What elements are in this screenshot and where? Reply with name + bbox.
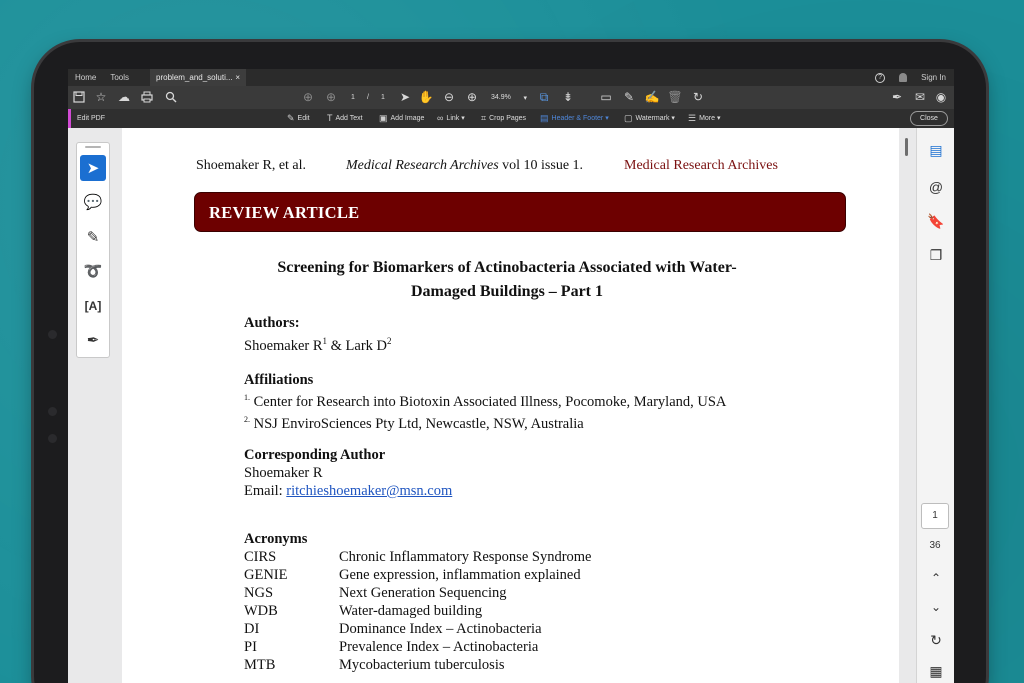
add-text-label: Add Text	[335, 115, 363, 122]
page-indicator[interactable]	[345, 91, 391, 104]
corresponding-heading: Corresponding Author	[244, 447, 386, 463]
zoom-select[interactable]	[491, 91, 527, 104]
acronyms-heading-wrap	[244, 530, 307, 548]
drag-handle[interactable]	[85, 146, 101, 148]
email-label: Email:	[244, 483, 287, 499]
select-arrow-icon[interactable]: ➤	[80, 155, 106, 181]
edit-pdf-panel-icon[interactable]: ▤	[929, 141, 943, 158]
tab-bar	[68, 69, 954, 86]
add-comment-icon[interactable]: 💬	[83, 194, 103, 211]
refresh-icon[interactable]: ↻	[930, 631, 942, 648]
more-icon: ☰	[688, 113, 697, 123]
comments-panel-icon[interactable]: @	[928, 179, 944, 195]
authors-section	[244, 314, 392, 355]
author-2: & Lark D	[327, 337, 388, 354]
chevron-down-icon: ▾	[523, 94, 527, 102]
watermark-icon: ▢	[624, 113, 633, 123]
tab-tools[interactable]: Tools	[110, 73, 130, 82]
search-icon[interactable]	[164, 90, 178, 104]
left-tool-panel	[76, 142, 110, 358]
tab-document-label: problem_and_soluti...	[156, 73, 233, 82]
affiliation-1	[244, 389, 726, 411]
crop-icon: ⌗	[481, 113, 487, 123]
sign-icon[interactable]: ✍	[644, 90, 660, 104]
zoom-value: 34.9%	[491, 94, 511, 101]
sensor-dot	[48, 434, 57, 443]
email-line	[244, 482, 452, 500]
camera-dot	[48, 330, 57, 339]
header-footer-tool[interactable]	[540, 109, 609, 128]
close-button[interactable]: Close	[910, 111, 948, 126]
acronyms-heading: Acronyms	[244, 531, 308, 547]
bell-icon[interactable]	[899, 73, 907, 82]
author-1: Shoemaker R	[244, 337, 323, 354]
pages-panel-icon[interactable]: ❐	[929, 246, 943, 263]
add-image-tool[interactable]	[379, 109, 424, 128]
bookmarks-icon[interactable]: 🔖	[927, 212, 945, 229]
upload-cloud-icon[interactable]: ☁	[118, 90, 130, 104]
pen-icon[interactable]: ✎	[623, 90, 635, 104]
header-journal	[346, 158, 583, 174]
page-up-icon[interactable]: ⊕	[302, 90, 314, 104]
edit-pdf-label: Edit PDF	[68, 109, 105, 128]
title-line-2: Damaged Buildings – Part 1	[410, 283, 603, 300]
page-down-icon[interactable]: ⊕	[325, 90, 337, 104]
page-number-box[interactable]: 1	[921, 503, 949, 529]
scroll-mode-icon[interactable]: ⇟	[562, 90, 574, 104]
acronym-abbr: NGS	[244, 585, 274, 601]
email-icon[interactable]: ✉	[914, 90, 926, 104]
add-text-icon: T	[327, 113, 333, 123]
author-1-sup: 1	[322, 336, 328, 346]
account-icon[interactable]: ◉	[935, 90, 947, 104]
zoom-in-icon[interactable]: ⊕	[466, 90, 478, 104]
tablet-frame	[34, 42, 986, 683]
affiliation-2-text: NSJ EnviroSciences Pty Ltd, Newcastle, NSW, Australia	[250, 415, 584, 432]
watermark-tool[interactable]	[624, 109, 675, 128]
work-area	[68, 128, 954, 683]
running-header	[196, 158, 836, 174]
sensor-dot	[48, 407, 57, 416]
page-total: 1	[381, 94, 385, 101]
tab-document[interactable]	[150, 69, 246, 86]
author-2-sup: 2	[387, 336, 392, 346]
header-volume: vol 10 issue 1.	[498, 158, 584, 173]
title-line-1: Screening for Biomarkers of Actinobacteria Associated with Water-	[277, 259, 737, 276]
affiliation-1-text: Center for Research into Biotoxin Associated Illness, Pocomoke, Maryland, USA	[250, 393, 727, 410]
text-box-icon[interactable]: [A]	[84, 299, 102, 313]
page-fit-icon[interactable]: ⧉	[539, 89, 549, 104]
acronym-definition: Water-damaged building	[339, 603, 483, 619]
affiliation-2	[244, 411, 726, 433]
page-current: 1	[351, 94, 355, 101]
document-info-icon[interactable]: ▦	[929, 662, 943, 679]
fill-sign-icon[interactable]: ✒	[891, 90, 903, 104]
highlight-pen-icon[interactable]: ✎	[86, 229, 100, 246]
add-text-tool[interactable]	[327, 109, 363, 128]
zoom-out-icon[interactable]: ⊖	[443, 90, 455, 104]
email-link[interactable]: ritchieshoemaker@msn.com	[286, 483, 453, 499]
signature-icon[interactable]: ✒	[86, 332, 100, 349]
main-toolbar	[68, 86, 954, 109]
sign-in-button[interactable]: Sign In	[921, 73, 946, 82]
link-icon: ∞	[437, 113, 444, 123]
acronym-definition: Prevalence Index – Actinobacteria	[339, 639, 539, 655]
review-article-banner	[194, 192, 846, 232]
acronym-abbr: PI	[244, 639, 257, 655]
acronym-definition: Gene expression, inflammation explained	[339, 567, 581, 583]
tab-home[interactable]: Home	[75, 73, 97, 82]
affiliations-heading: Affiliations	[244, 372, 314, 388]
acronym-definition: Dominance Index – Actinobacteria	[339, 621, 542, 637]
edit-tool[interactable]	[287, 109, 310, 128]
page-count: 36	[929, 540, 941, 551]
crop-pages-tool[interactable]	[481, 109, 526, 128]
article-title	[202, 256, 812, 304]
rotate-icon[interactable]: ↻	[692, 90, 704, 104]
freehand-draw-icon[interactable]: ➰	[83, 263, 103, 280]
close-tab-icon[interactable]: ×	[235, 73, 241, 82]
more-label: More ▾	[699, 115, 721, 122]
save-icon[interactable]	[72, 90, 86, 104]
acronym-definition: Mycobacterium tuberculosis	[339, 657, 505, 673]
chevron-up-icon[interactable]: ⌃	[930, 571, 942, 585]
authors-line	[244, 332, 392, 355]
header-author: Shoemaker R, et al.	[196, 158, 307, 173]
header-footer-icon: ▤	[540, 113, 549, 123]
crop-pages-label: Crop Pages	[489, 115, 527, 122]
edit-tool-label: Edit	[297, 115, 310, 122]
corresponding-section	[244, 446, 452, 500]
add-image-label: Add Image	[390, 115, 425, 122]
chevron-down-icon[interactable]: ⌄	[930, 600, 942, 614]
hand-tool-icon[interactable]: ✋	[418, 90, 434, 104]
right-panel	[916, 128, 954, 683]
print-icon[interactable]	[140, 90, 154, 104]
banner-text: REVIEW ARTICLE	[209, 203, 360, 222]
add-image-icon: ▣	[379, 113, 388, 123]
corresponding-name: Shoemaker R	[244, 465, 323, 481]
scrollbar-thumb[interactable]	[905, 138, 908, 156]
acronym-definition: Chronic Inflammatory Response Syndrome	[339, 549, 592, 565]
watermark-label: Watermark ▾	[635, 115, 675, 122]
trash-icon[interactable]: 🗑	[667, 90, 683, 104]
affiliation-2-sup: 2.	[244, 414, 250, 424]
pdf-page	[122, 128, 899, 683]
acronym-abbr: GENIE	[244, 567, 288, 583]
header-right: Medical Research Archives	[624, 158, 778, 173]
app-screen	[68, 69, 954, 683]
acronym-abbr: CIRS	[244, 549, 277, 565]
help-icon[interactable]: ?	[875, 73, 885, 83]
edit-pdf-bar	[68, 109, 954, 128]
star-icon[interactable]: ☆	[95, 90, 107, 104]
header-journal-italic: Medical Research Archives	[346, 158, 499, 173]
more-tool[interactable]	[688, 109, 721, 128]
link-tool[interactable]	[437, 109, 465, 128]
affiliations-section	[244, 371, 726, 433]
acronym-abbr: WDB	[244, 603, 278, 619]
acronym-abbr: MTB	[244, 657, 276, 673]
header-footer-label: Header & Footer ▾	[551, 115, 609, 122]
acronym-definition: Next Generation Sequencing	[339, 585, 507, 601]
link-label: Link ▾	[446, 115, 465, 122]
page-separator: /	[367, 94, 369, 101]
authors-heading: Authors:	[244, 315, 300, 331]
affiliation-1-sup: 1.	[244, 393, 250, 402]
edit-icon: ✎	[287, 113, 295, 123]
select-cursor-icon[interactable]: ➤	[399, 90, 411, 104]
comment-icon[interactable]: ▭	[600, 90, 612, 104]
acronym-abbr: DI	[244, 621, 260, 637]
